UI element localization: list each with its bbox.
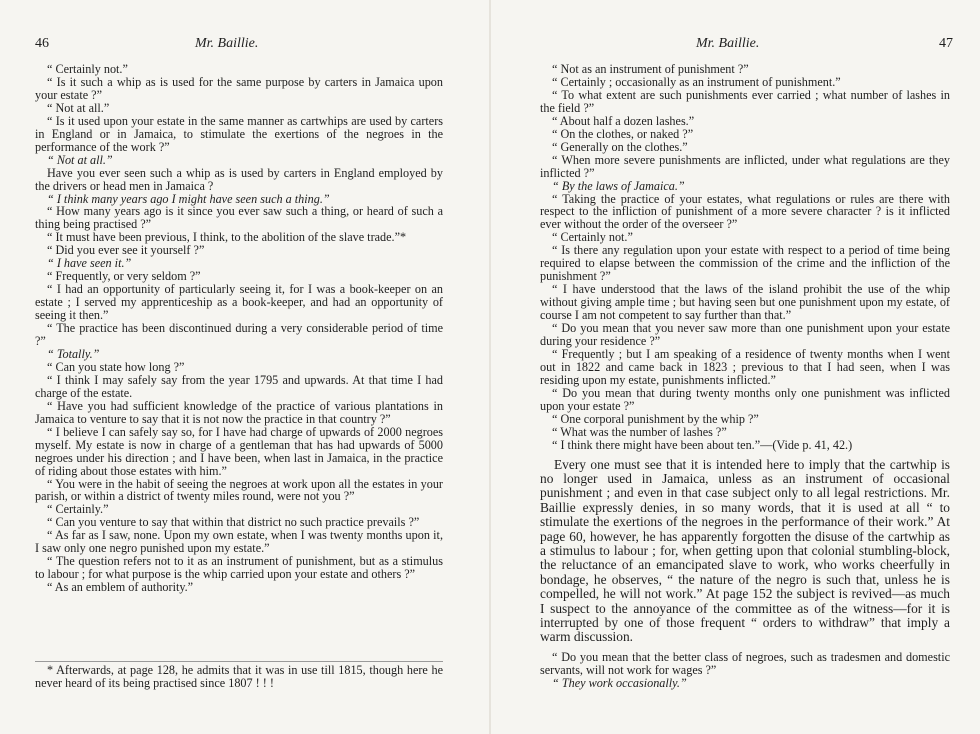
paragraph: “ Not as an instrument of punishment ?”	[552, 62, 749, 76]
paragraph: “ To what extent are such punishments ever carried ; what number of lashes in the field ?”	[540, 87, 950, 115]
footnote-text: * Afterwards, at page 128, he admits that it was in use till 1815, though here he never heard of its being practised since 1807 ! ! !	[35, 663, 443, 690]
paragraph: “ How many years ago is it since you ever saw such a thing, or heard of such a thing being practised ?”	[35, 204, 443, 232]
paragraph: “ Not at all.”	[47, 100, 110, 115]
footnote-rule	[35, 661, 443, 662]
paragraph: “ Is it such a whip as is used for the same purpose by carters in Jamaica upon your estate ?”	[35, 74, 443, 102]
paragraph: “ Not at all.”	[47, 152, 113, 167]
footnote	[35, 664, 443, 690]
paragraph: “ Taking the practice of your estates, what regulations or rules are there with respect to the infliction of punishment of a more severe character ? is it inflicted ever without the order of the overseer ?”	[540, 191, 950, 232]
paragraph: “ Certainly ; occasionally as an instrument of punishment.”	[552, 74, 841, 89]
running-head: Mr. Baillie.	[195, 36, 259, 51]
paragraph: “ I think I may safely say from the year 1795 and upwards. At that time I had charge of the estate.	[35, 372, 443, 400]
paragraph: “ You were in the habit of seeing the negroes at work upon all the estates in your parish, or within a district of twenty miles round, were not you ?”	[35, 476, 443, 504]
paragraph: “ When more severe punishments are inflicted, under what regulations are they inflicted ?”	[540, 152, 950, 180]
paragraph: “ I have seen it.”	[47, 256, 132, 271]
right-page-header	[538, 36, 953, 54]
paragraph: “ I had an opportunity of particularly seeing it, for I was a book-keeper on an estate ; I served my apprenticeship as a book-keeper, and had an opportunity of seeing it then.”	[35, 282, 443, 323]
paragraph: “ By the laws of Jamaica.”	[552, 178, 685, 193]
paragraph: “ Can you venture to say that within that district no such practice prevails ?”	[47, 515, 420, 530]
paragraph: “ Is it used upon your estate in the same manner as cartwhips are used by carters in England or in Jamaica, to stimulate the exertions of the negroes in the performance of the work ?”	[35, 113, 443, 154]
paragraph: “ Did you ever see it yourself ?”	[47, 243, 205, 258]
paragraph: “ Totally.”	[47, 346, 100, 361]
paragraph: “ I have understood that the laws of the island prohibit the use of the whip without giving ample time ; but having seen but one punishment upon my estate, of course I am not competent to say further than that.”	[540, 282, 950, 323]
paragraph: “ As far as I saw, none. Upon my own estate, when I was twenty months upon it, I saw only one negro punished upon my estate.”	[35, 528, 443, 556]
paragraph: “ The practice has been discontinued during a very considerable period of time ?”	[35, 321, 443, 349]
paragraph: “ I believe I can safely say so, for I have had charge of upwards of 2000 negroes myself. My estate is now in charge of a gentleman that has had upwards of 5000 negroes under his direction ; and I have been, when last in Jamaica, in the practice of riding about those estates with him.”	[35, 424, 443, 478]
left-page-header	[35, 36, 440, 54]
paragraph: “ One corporal punishment by the whip ?”	[552, 411, 759, 426]
paragraph: “ What was the number of lashes ?”	[552, 424, 727, 439]
paragraph: “ Generally on the clothes.”	[552, 139, 688, 154]
paragraph: “ I think there might have been about ten.”—(Vide p. 41, 42.)	[552, 437, 853, 452]
paragraph: “ It must have been previous, I think, to the abolition of the slave trade.”*	[47, 230, 407, 245]
paragraph: “ Frequently ; but I am speaking of a residence of twenty months when I went out in 1822 and came back in 1823 ; previous to that I had seen, when I was residing upon my estate, punishments inflicted.”	[540, 346, 950, 387]
paragraph: “ Certainly.”	[47, 502, 109, 517]
paragraph: “ Certainly not.”	[552, 230, 633, 245]
paragraph: “ Do you mean that the better class of negroes, such as tradesmen and domestic servants, will not work for wages ?”	[540, 649, 950, 677]
page-number: 46	[35, 36, 49, 51]
paragraph: “ Is there any regulation upon your estate with respect to a period of time being required to elapse between the commission of the crime and the infliction of the punishment ?”	[540, 243, 950, 284]
paragraph: “ On the clothes, or naked ?”	[552, 126, 694, 141]
paragraph: “ The question refers not to it as an instrument of punishment, but as a stimulus to labour ; for what purpose is the whip carried upon your estate and others ?”	[35, 554, 443, 582]
paragraph: “ Do you mean that you never saw more than one punishment upon your estate during your residence ?”	[540, 321, 950, 349]
paragraph: “ As an emblem of authority.”	[47, 580, 194, 595]
left-page-body	[35, 63, 443, 594]
page-number: 47	[939, 36, 953, 51]
paragraph: “ Certainly not.”	[47, 62, 128, 76]
paragraph: “ Can you state how long ?”	[47, 359, 185, 374]
paragraph: “ I think many years ago I might have seen such a thing.”	[47, 191, 330, 206]
right-page	[490, 0, 980, 734]
paragraph: “ Frequently, or very seldom ?”	[47, 269, 201, 284]
paragraph: “ About half a dozen lashes.”	[552, 113, 695, 128]
paragraph: Have you ever seen such a whip as is used by carters in England employed by the drivers or head men in Jamaica ?	[35, 165, 443, 193]
commentary-paragraph: Every one must see that it is intended here to imply that the cartwhip is no longer used in Jamaica, unless as an instrument of occasional punishment ; and even in that case subject only to all legal restrictions. Mr. Baillie expressly denies, in so many words, that it is used at all “ to stimulate the exertions of the negroes in the performance of their work.” At page 60, however, he has apparently forgotten the disuse of the cartwhip as a stimulus to labour ; for, when getting upon that colonial stumbling-block, the reluctance of an emancipated slave to work, who works cheerfully in bondage, he observes, “ the nature of the negro is such that, unless he is compelled, he will not work.” At page 152 the subject is revived—as much I suspect to the annoyance of the committee as of the witness—for it is interrupted by one of those frequent “ orders to withdraw” that imply a warm discussion.	[540, 456, 950, 645]
running-head: Mr. Baillie.	[696, 36, 760, 51]
paragraph: “ Do you mean that during twenty months only one punishment was inflicted upon your estate ?”	[540, 385, 950, 413]
paragraph: “ Have you had sufficient knowledge of the practice of various plantations in Jamaica to venture to say that it is not now the practice in that country ?”	[35, 398, 443, 426]
paragraph: “ They work occasionally.”	[552, 675, 687, 690]
right-page-body	[540, 63, 950, 690]
